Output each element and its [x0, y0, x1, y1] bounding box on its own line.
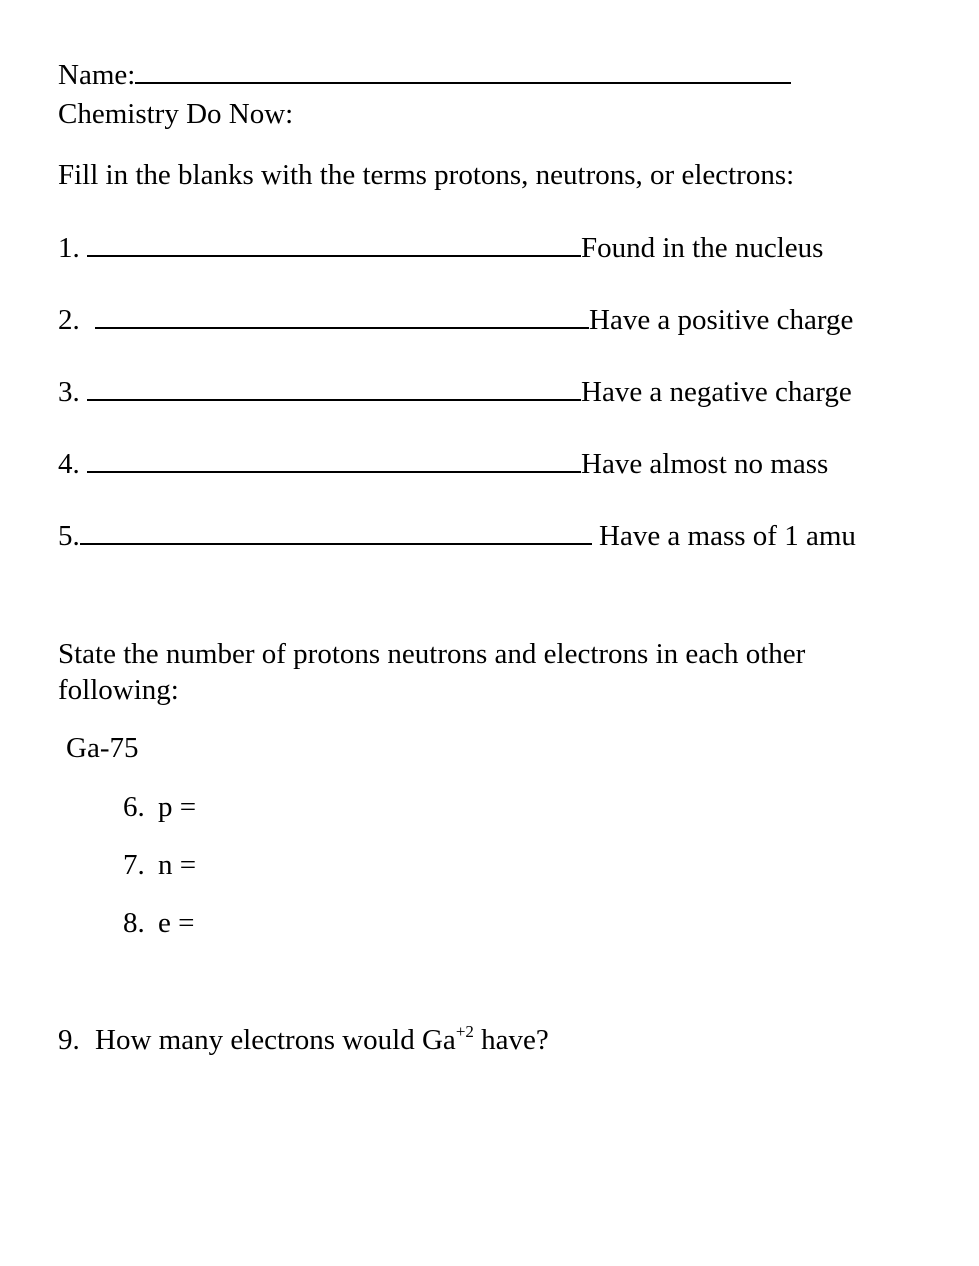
- fill-item-2: [58, 305, 853, 335]
- item-number: 6.: [123, 791, 145, 823]
- item-description: Found in the nucleus: [581, 232, 824, 264]
- item-number: 3.: [58, 376, 80, 408]
- ion-charge: +2: [455, 1022, 474, 1041]
- question-text-end: have?: [481, 1024, 549, 1056]
- item-label: p =: [158, 791, 197, 823]
- item-description: Have a negative charge: [581, 376, 852, 408]
- item-label: e =: [158, 907, 195, 939]
- item-number: 8.: [123, 907, 145, 939]
- answer-blank-4[interactable]: [87, 449, 581, 473]
- fill-item-1: [58, 233, 823, 263]
- item-number: 7.: [123, 849, 145, 881]
- fill-item-5: [58, 521, 856, 551]
- question-text: How many electrons would Ga: [95, 1024, 456, 1056]
- name-line: [58, 60, 791, 90]
- state-item-7: [123, 851, 196, 880]
- fill-item-3: [58, 377, 852, 407]
- answer-blank-1[interactable]: [87, 233, 581, 257]
- answer-blank-5[interactable]: [80, 521, 592, 545]
- answer-blank-3[interactable]: [87, 377, 581, 401]
- state-item-6: [123, 793, 196, 822]
- item-number: 5.: [58, 520, 80, 552]
- isotope-label: Ga-75: [66, 732, 139, 764]
- item-description: Have almost no mass: [581, 448, 829, 480]
- item-number: 4.: [58, 448, 80, 480]
- fill-item-4: [58, 449, 828, 479]
- item-number: 9.: [58, 1024, 80, 1056]
- item-number: 2.: [58, 304, 80, 336]
- item-label: n =: [158, 849, 197, 881]
- item-number: 1.: [58, 232, 80, 264]
- fill-instructions: Fill in the blanks with the terms protons, neutrons, or electrons:: [58, 159, 795, 191]
- item-description: Have a mass of 1 amu: [599, 520, 856, 552]
- item-description: Have a positive charge: [589, 304, 854, 336]
- state-item-8: [123, 909, 194, 938]
- answer-blank-2[interactable]: [95, 305, 589, 329]
- state-instructions-line2: following:: [58, 674, 179, 706]
- name-blank[interactable]: [135, 60, 791, 84]
- question-9: [58, 1022, 549, 1056]
- name-label: Name:: [58, 59, 136, 91]
- state-instructions-line1: State the number of protons neutrons and electrons in each other: [58, 638, 806, 670]
- page-title: Chemistry Do Now:: [58, 98, 294, 130]
